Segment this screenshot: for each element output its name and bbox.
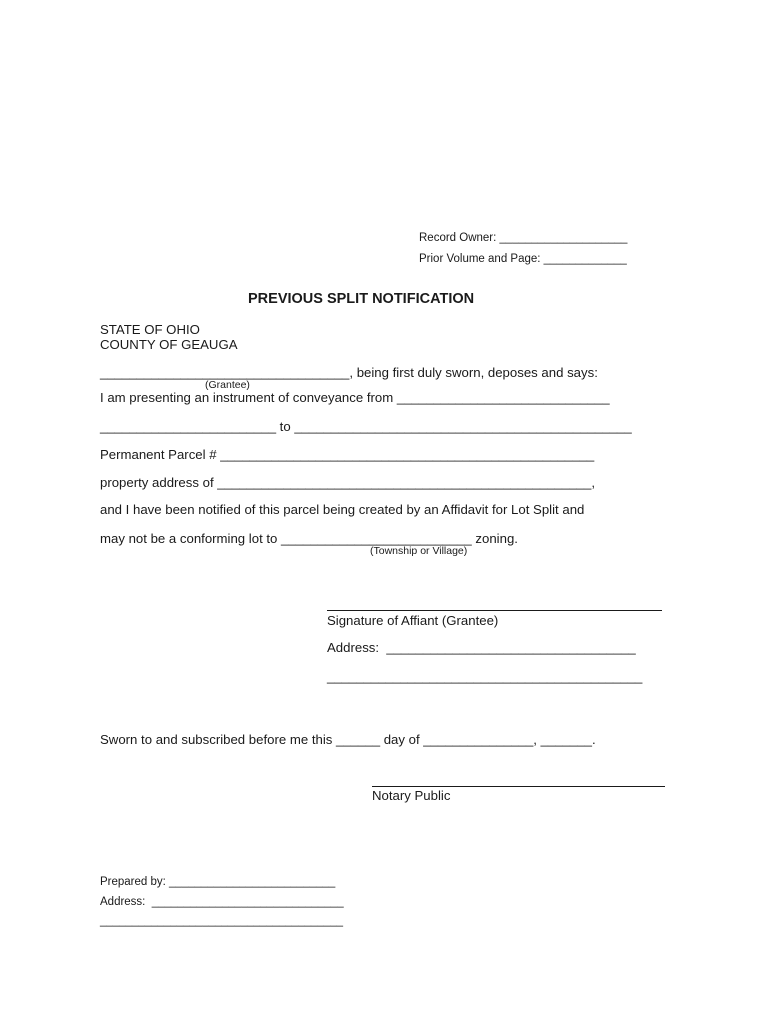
- record-owner-field: Record Owner: ____________________: [419, 232, 628, 244]
- venue-state: STATE OF OHIO: [100, 322, 200, 337]
- conveyance-from-line: I am presenting an instrument of conveyance from _____________________________: [100, 390, 610, 405]
- conveyance-to-line: ________________________ to ______________________________________________: [100, 419, 632, 434]
- affiant-address-line-2: ___________________________________________: [327, 669, 643, 684]
- affiant-address-line: Address: __________________________________: [327, 640, 636, 655]
- sworn-subscribed-line: Sworn to and subscribed before me this ______ day of _______________, _______.: [100, 732, 596, 747]
- notary-signature-line: [372, 786, 665, 787]
- permanent-parcel-line: Permanent Parcel # ___________________________________________________: [100, 447, 595, 462]
- notary-public-label: Notary Public: [372, 788, 451, 803]
- prepared-address-line: Address: ______________________________: [100, 896, 344, 908]
- grantee-sworn-line: __________________________________, being first duly sworn, deposes and says:: [100, 365, 598, 380]
- lot-split-notice-line: and I have been notified of this parcel being created by an Affidavit for Lot Split and: [100, 502, 585, 517]
- conforming-lot-line: may not be a conforming lot to __________________________ zoning.: [100, 531, 518, 546]
- venue-county: COUNTY OF GEAUGA: [100, 337, 238, 352]
- grantee-caption: (Grantee): [205, 379, 250, 391]
- prepared-address-line-2: ______________________________________: [100, 915, 344, 927]
- document-title: PREVIOUS SPLIT NOTIFICATION: [248, 291, 475, 307]
- prepared-by-line: Prepared by: __________________________: [100, 876, 336, 888]
- prior-volume-page-field: Prior Volume and Page: _____________: [419, 253, 627, 265]
- property-address-line: property address of ___________________________________________________,: [100, 475, 595, 490]
- affiant-signature-label: Signature of Affiant (Grantee): [327, 613, 499, 628]
- township-caption: (Township or Village): [370, 545, 468, 557]
- affiant-signature-line: [327, 610, 662, 611]
